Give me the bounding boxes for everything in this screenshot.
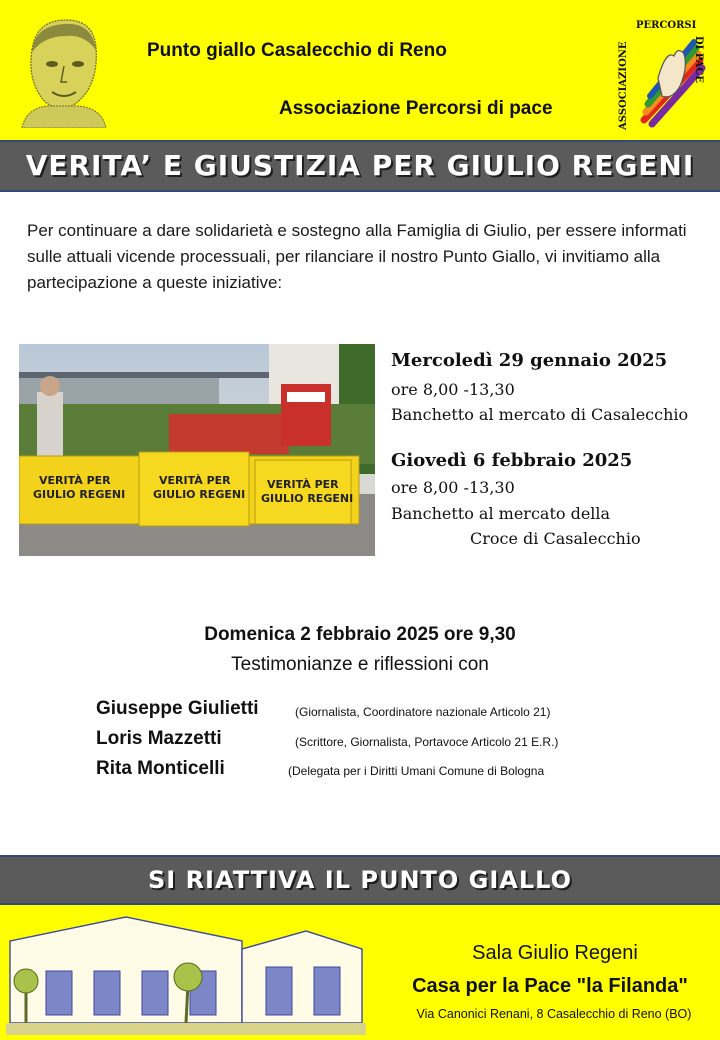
venue-name: Casa per la Pace "la Filanda" <box>412 975 688 997</box>
footer <box>0 905 720 1040</box>
photo-banner-text-1b: GIULIO REGENI <box>33 488 126 501</box>
speaker-1-role: (Giornalista, Coordinatore nazionale Articolo 21) <box>295 705 551 719</box>
speaker-2-name: Loris Mazzetti <box>96 728 222 749</box>
speaker-3-name: Rita Monticelli <box>96 758 225 779</box>
headline-banner <box>0 140 720 192</box>
market-stall-photo <box>19 344 375 556</box>
venue-address: Via Canonici Renani, 8 Casalecchio di Reno (BO) <box>416 1007 692 1021</box>
reactivation-banner <box>0 855 720 905</box>
event-1-date: Mercoledì 29 gennaio 2025 <box>391 350 668 371</box>
speaker-3-role: (Delegata per i Diritti Umani Comune di Bologna <box>288 764 545 778</box>
photo-banner-text-3b: GIULIO REGENI <box>261 492 354 505</box>
org-name-percorsi-di-pace: Associazione Percorsi di pace <box>279 98 553 119</box>
photo-banner-text-2b: GIULIO REGENI <box>153 488 246 501</box>
org-name-punto-giallo: Punto giallo Casalecchio di Reno <box>147 40 447 61</box>
speaker-2-role: (Scrittore, Giornalista, Portavoce Articolo 21 E.R.) <box>295 735 559 749</box>
giulio-regeni-portrait <box>14 12 112 128</box>
percorsi-di-pace-logo <box>614 16 706 132</box>
logo-text-right: DI PACE <box>693 36 704 83</box>
intro-paragraph: Per continuare a dare solidarietà e sostegno alla Famiglia di Giulio, per essere informati sulle attuali vicende processuali, per rilanciare il nostro Punto Giallo, vi invitiamo alla partecipazione a queste iniziative: <box>27 221 687 292</box>
event-2-place-line1: Banchetto al mercato della <box>391 504 611 523</box>
event-1-place: Banchetto al mercato di Casalecchio <box>391 405 689 424</box>
event-2-date: Giovedì 6 febbraio 2025 <box>391 450 633 471</box>
logo-text-top: PERCORSI <box>636 20 697 31</box>
sunday-event-subtitle: Testimonianze e riflessioni con <box>231 654 489 675</box>
headline-text: VERITA’ E GIUSTIZIA PER GIULIO REGENI <box>25 149 695 182</box>
header <box>0 0 720 140</box>
photo-banner-text-1a: VERITÀ PER <box>39 474 111 487</box>
venue-room: Sala Giulio Regeni <box>472 942 638 964</box>
sunday-event-title: Domenica 2 febbraio 2025 ore 9,30 <box>204 624 516 645</box>
speaker-1-name: Giuseppe Giulietti <box>96 698 259 719</box>
event-2-place-line2: Croce di Casalecchio <box>470 529 641 548</box>
event-1-time: ore 8,00 -13,30 <box>391 380 515 399</box>
photo-banner-text-3a: VERITÀ PER <box>267 478 339 491</box>
event-2-time: ore 8,00 -13,30 <box>391 478 515 497</box>
reactivation-text: SI RIATTIVA IL PUNTO GIALLO <box>148 866 572 894</box>
photo-banner-text-2a: VERITÀ PER <box>159 474 231 487</box>
casa-per-la-pace-drawing <box>6 911 366 1035</box>
logo-text-vertical: ASSOCIAZIONE <box>618 41 629 130</box>
